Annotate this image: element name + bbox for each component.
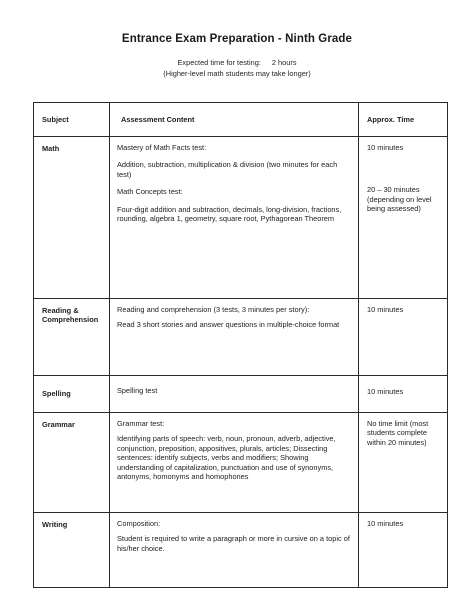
content-math-facts-heading: Mastery of Math Facts test: <box>117 143 207 152</box>
expected-time-label: Expected time for testing: <box>177 58 261 67</box>
math-time-note: (Higher-level math students may take longer) <box>163 69 311 78</box>
header-assessment-content: Assessment Content <box>110 103 359 137</box>
subject-grammar: Grammar <box>34 413 110 513</box>
content-reading-heading: Reading and comprehension (3 tests, 3 minutes per story): <box>117 305 310 314</box>
content-math-concepts-detail: Four-digit addition and subtraction, decimals, long-division, fractions, rounding, algebra 1, geometry, square root, Pythagorean Theorem <box>117 204 342 224</box>
table-header-row <box>34 103 448 137</box>
content-grammar-heading: Grammar test: <box>117 419 165 428</box>
content-spelling: Spelling test <box>110 376 359 413</box>
assessment-table <box>33 102 448 588</box>
content-math-concepts-heading: Math Concepts test: <box>117 187 183 197</box>
content-grammar-detail: Identifying parts of speech: verb, noun, pronoun, adverb, adjective, conjunction, preposition, appositives, plurals, articles; Dissecting sentences: identify subjects, verbs and modifiers; Showing understanding of capitalization, punctuation and use of synonyms, antonyms, homonyms and homophones <box>117 434 336 482</box>
table-row-writing <box>34 513 448 588</box>
time-spelling: 10 minutes <box>359 376 448 413</box>
subject-writing: Writing <box>34 513 110 588</box>
expected-time-line <box>0 58 474 67</box>
time-writing: 10 minutes <box>359 513 448 588</box>
time-math-concepts: 20 – 30 minutes (depending on level being assessed) <box>367 185 432 214</box>
subject-reading: Reading & Comprehension <box>34 299 110 376</box>
table-row-reading <box>34 299 448 376</box>
header-approx-time: Approx. Time <box>359 103 448 137</box>
content-reading-detail: Read 3 short stories and answer questions in multiple-choice format <box>117 320 340 330</box>
expected-time-value: 2 hours <box>271 58 297 67</box>
content-math-facts-detail: Addition, subtraction, multiplication & division (two minutes for each test) <box>117 160 338 179</box>
table-row-spelling <box>34 376 448 413</box>
table-row-grammar <box>34 413 448 513</box>
document-title: Entrance Exam Preparation - Ninth Grade <box>121 33 353 45</box>
content-writing-detail: Student is required to write a paragraph or more in cursive on a topic of his/her choice. <box>117 534 350 553</box>
subject-spelling: Spelling <box>34 376 110 413</box>
time-math <box>359 137 448 299</box>
content-writing-heading: Composition: <box>117 519 161 528</box>
content-writing <box>110 513 359 588</box>
header-subject: Subject <box>34 103 110 137</box>
time-math-facts: 10 minutes <box>367 143 404 152</box>
time-reading: 10 minutes <box>359 299 448 376</box>
content-reading <box>110 299 359 376</box>
time-grammar: No time limit (most students complete within 20 minutes) <box>359 413 448 513</box>
table-row-math <box>34 137 448 299</box>
content-math <box>110 137 359 299</box>
subject-math: Math <box>34 137 110 299</box>
content-grammar <box>110 413 359 513</box>
